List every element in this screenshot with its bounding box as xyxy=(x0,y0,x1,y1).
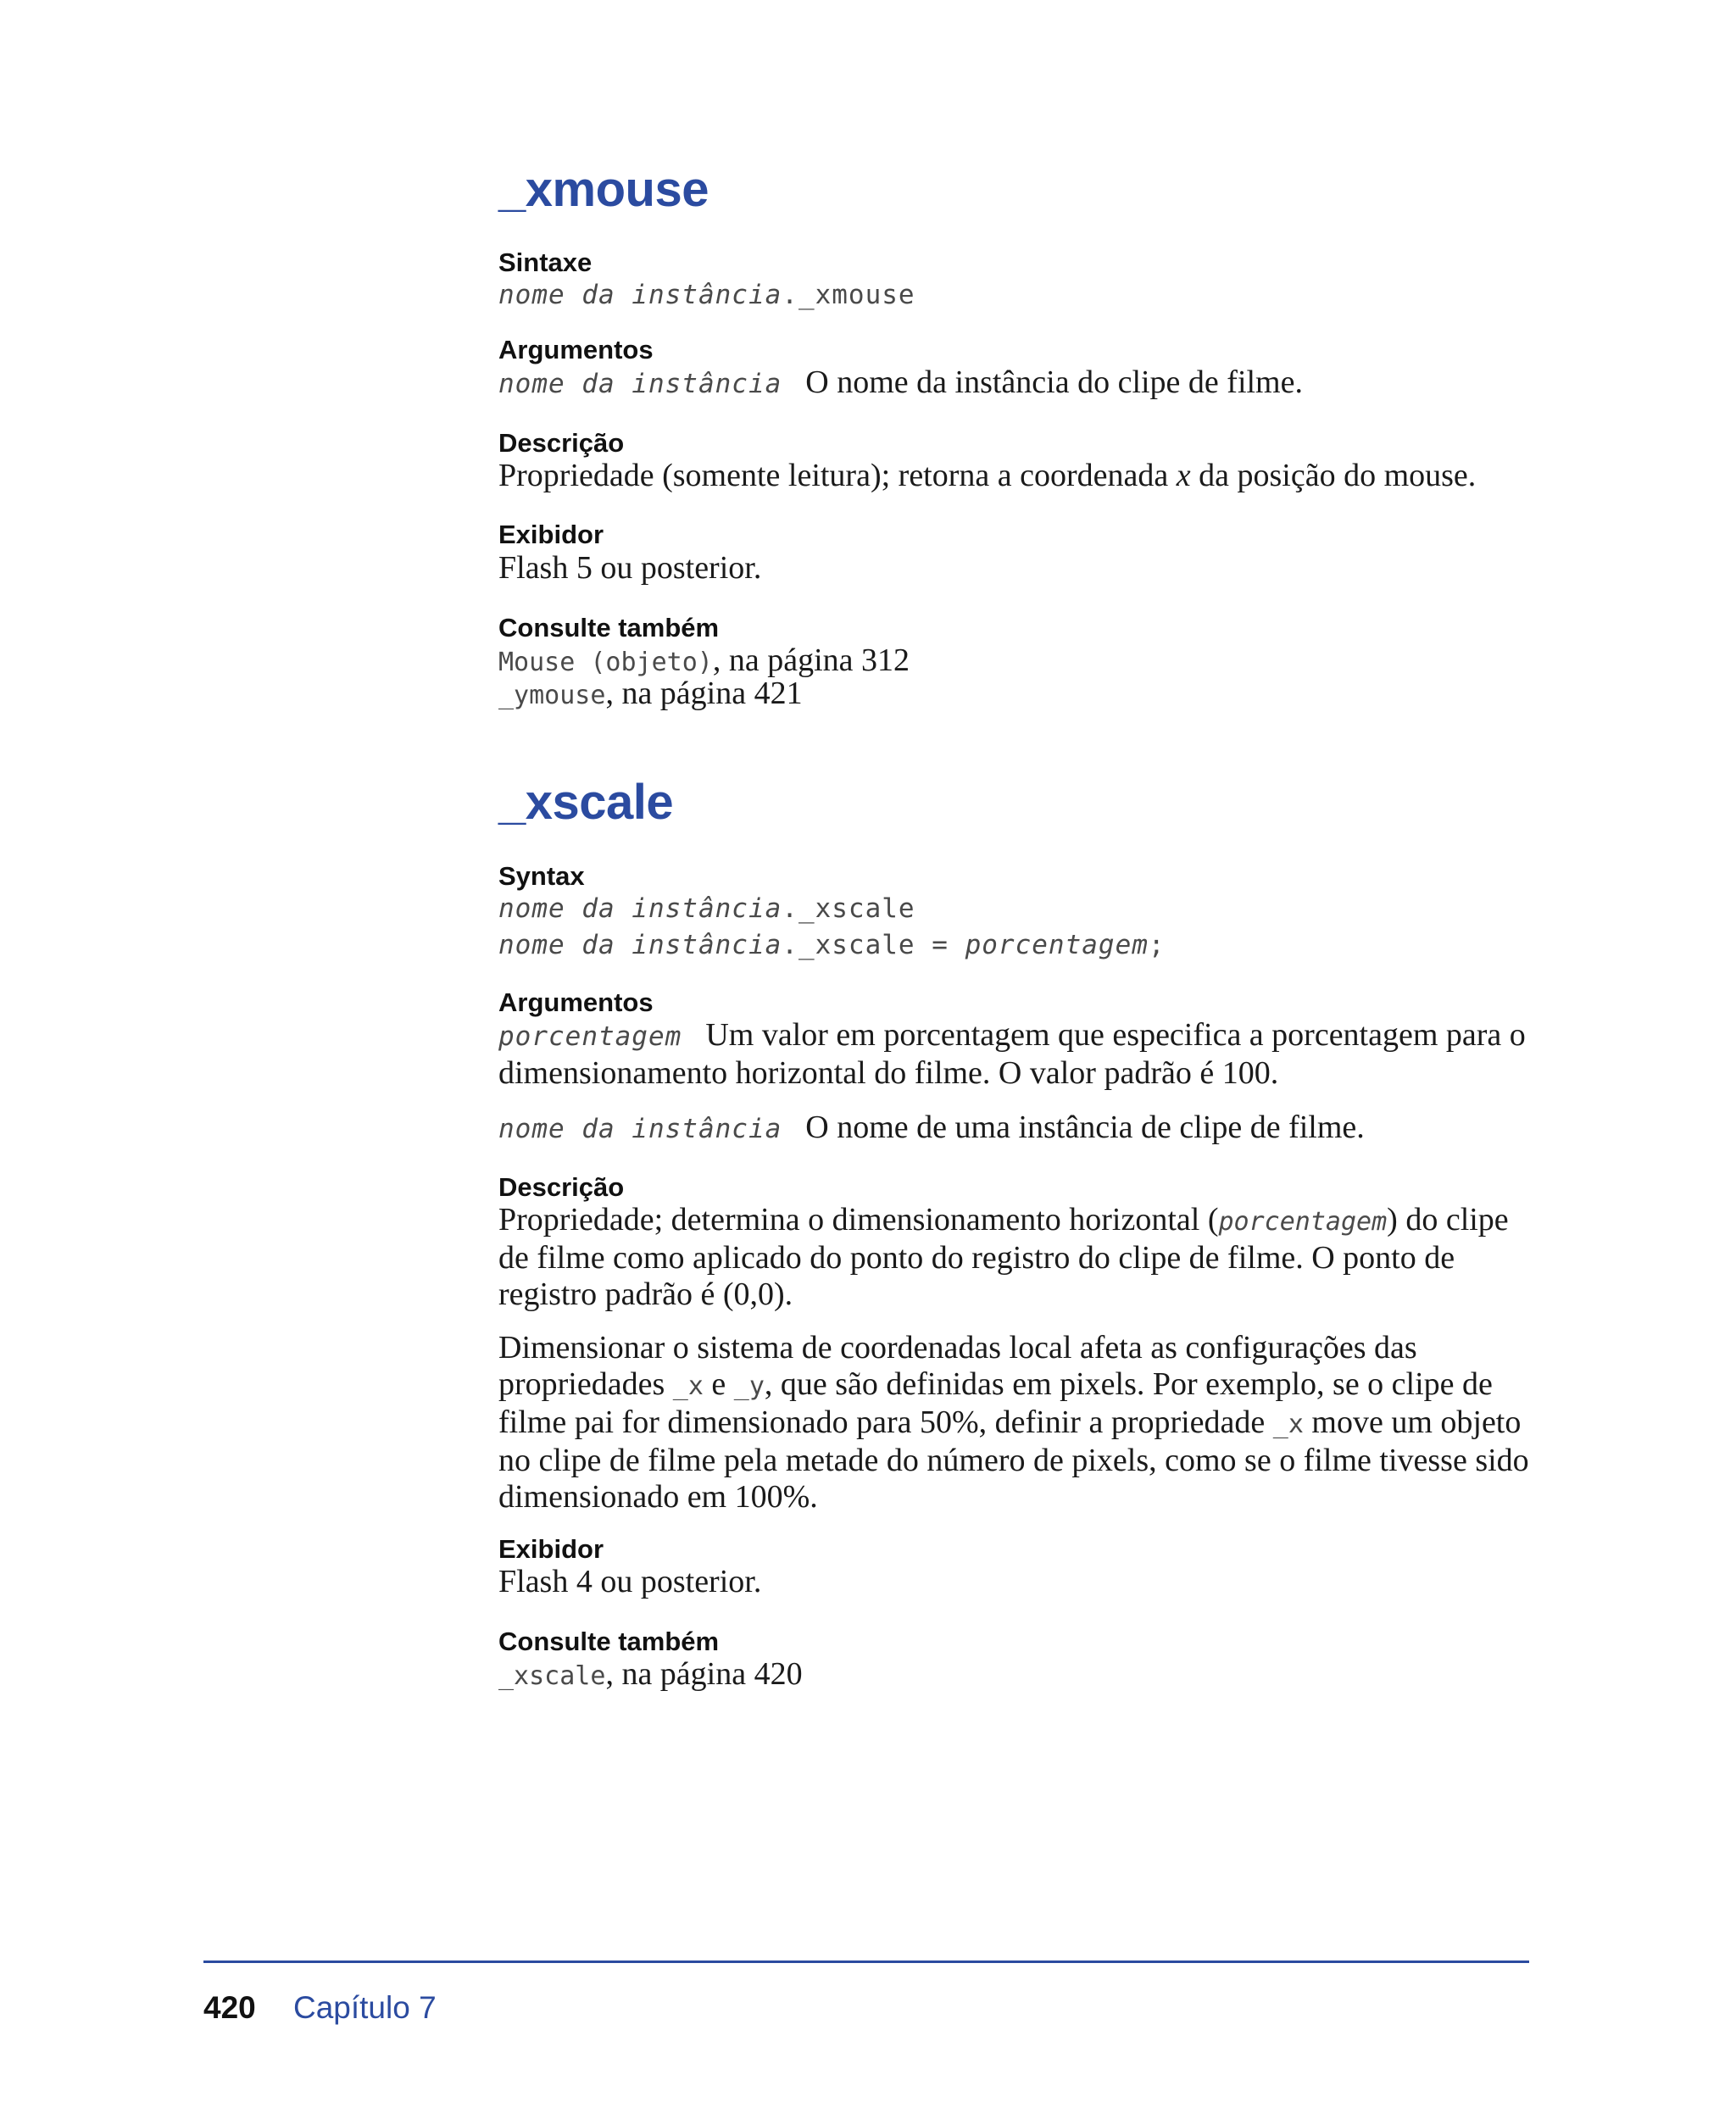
syntax-label: Syntax xyxy=(498,861,585,891)
player-text: Flash 4 ou posterior. xyxy=(498,1564,762,1599)
see-also-link[interactable]: Mouse (objeto), na página 312 xyxy=(498,642,910,678)
page-number: 420 xyxy=(203,1990,256,2025)
syntax-label: Sintaxe xyxy=(498,247,593,277)
entry-title-xscale: _xscale xyxy=(498,775,674,830)
syntax-code: nome da instância._xscale xyxy=(498,893,915,924)
description-text: Propriedade; determina o dimensionamento horizontal (porcentagem) do clipe de filme como aplicado do ponto do registro do clipe de filme. O ponto de registro padrão é (0,0). xyxy=(498,1202,1509,1312)
description-label: Descrição xyxy=(498,1172,625,1202)
entry-title-xmouse: _xmouse xyxy=(498,162,709,217)
arguments-label: Argumentos xyxy=(498,987,654,1017)
player-label: Exibidor xyxy=(498,1534,604,1564)
see-also-link[interactable]: _ymouse, na página 421 xyxy=(498,676,803,711)
description-label: Descrição xyxy=(498,428,625,458)
syntax-code: nome da instância._xmouse xyxy=(498,280,915,310)
syntax-code: nome da instância._xscale = porcentagem; xyxy=(498,930,1166,960)
footer-rule xyxy=(203,1960,1529,1963)
argument-item: nome da instância O nome de uma instância de clipe de filme. xyxy=(498,1110,1365,1145)
player-text: Flash 5 ou posterior. xyxy=(498,550,762,586)
chapter-label: Capítulo 7 xyxy=(293,1990,437,2025)
arguments-label: Argumentos xyxy=(498,335,654,364)
argument-item: nome da instância O nome da instância do clipe de filme. xyxy=(498,364,1303,400)
description-text: Dimensionar o sistema de coordenadas local afeta as configurações das propriedades _x e _y, que são definidas em pixels. Por exemplo, se o clipe de filme pai for dimensionado para 50%, definir a propriedade _x move um objeto no clipe de filme pela metade do número de pixels, como se o filme tivesse sido dimensionado em 100%. xyxy=(498,1330,1529,1515)
player-label: Exibidor xyxy=(498,520,604,549)
argument-item: porcentagem Um valor em porcentagem que especifica a porcentagem para o dimensionamento horizontal do filme. O valor padrão é 100. xyxy=(498,1017,1526,1091)
see-also-label: Consulte também xyxy=(498,1627,720,1656)
see-also-link[interactable]: _xscale, na página 420 xyxy=(498,1656,803,1692)
description-text: Propriedade (somente leitura); retorna a coordenada x da posição do mouse. xyxy=(498,458,1477,493)
see-also-label: Consulte também xyxy=(498,613,720,642)
